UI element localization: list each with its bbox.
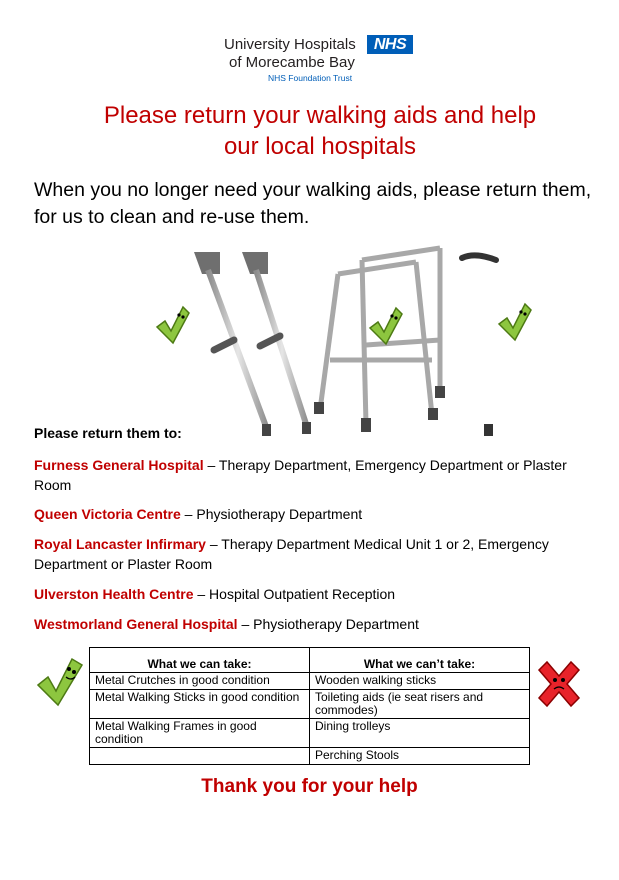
location-item <box>34 504 594 524</box>
page-title <box>40 100 600 162</box>
location-name: Queen Victoria Centre <box>34 506 181 522</box>
logo-line-3: NHS Foundation Trust <box>268 73 353 83</box>
location-detail: – Hospital Outpatient Reception <box>193 586 396 602</box>
thank-you-text: Thank you for your help <box>201 776 418 797</box>
title-line-1: Please return your walking aids and help <box>103 102 537 129</box>
items-table <box>89 647 530 765</box>
table-row <box>90 690 530 719</box>
location-item <box>34 614 594 634</box>
location-item <box>34 534 594 574</box>
green-tick-icon <box>368 304 404 346</box>
table-cell: Metal Walking Frames in good condition <box>90 719 310 748</box>
walking-stick-icon <box>462 255 496 436</box>
cannot-take-header: What we can’t take: <box>310 648 530 673</box>
location-name: Furness General Hospital <box>34 457 204 473</box>
table-cell: Perching Stools <box>310 748 530 765</box>
table-row <box>90 748 530 765</box>
location-name: Royal Lancaster Infirmary <box>34 536 206 552</box>
location-name: Westmorland General Hospital <box>34 616 238 632</box>
green-tick-icon <box>497 300 533 342</box>
location-detail: – Therapy Department, Emergency Department or Plaster Room <box>34 457 567 493</box>
walking-aids-illustration <box>150 240 540 440</box>
location-detail: – Therapy Department Medical Unit 1 or 2, Emergency Department or Plaster Room <box>34 536 549 572</box>
table-cell: Metal Crutches in good condition <box>90 673 310 690</box>
location-item <box>34 584 594 604</box>
table-cell: Toileting aids (ie seat risers and commodes) <box>310 690 530 719</box>
logo-line-2: of Morecambe Bay <box>229 54 355 71</box>
intro-text: When you no longer need your walking aids, please return them, for us to clean and re-use them. <box>34 179 592 228</box>
nhs-badge: NHS <box>367 35 413 54</box>
can-take-header: What we can take: <box>90 648 310 673</box>
table-row <box>90 673 530 690</box>
location-detail: – Physiotherapy Department <box>180 506 363 522</box>
location-name: Ulverston Health Centre <box>34 586 194 602</box>
logo-line-1: University Hospitals <box>224 36 356 53</box>
table-cell: Metal Walking Sticks in good condition <box>90 690 310 719</box>
table-row <box>90 719 530 748</box>
table-cell: Wooden walking sticks <box>310 673 530 690</box>
green-tick-icon <box>155 303 191 345</box>
red-cross-icon <box>535 660 583 708</box>
table-header-row <box>90 648 530 673</box>
table-cell <box>90 748 310 765</box>
trust-logo <box>224 34 424 86</box>
green-tick-icon <box>36 655 84 707</box>
return-heading: Please return them to: <box>34 425 182 441</box>
table-cell: Dining trolleys <box>310 719 530 748</box>
title-line-2: our local hospitals <box>223 133 417 160</box>
location-detail: – Physiotherapy Department <box>237 616 419 632</box>
crutches-icon <box>194 252 311 436</box>
location-item <box>34 455 594 495</box>
